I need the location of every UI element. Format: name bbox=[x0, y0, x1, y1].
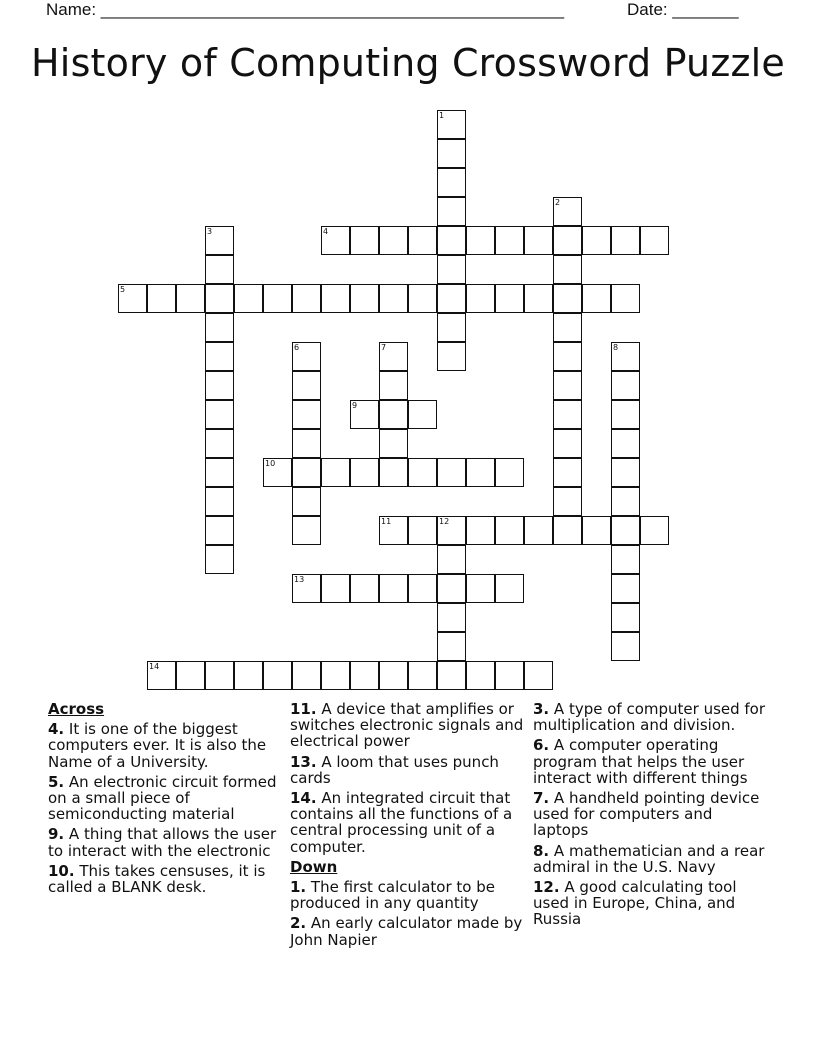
grid-cell[interactable] bbox=[205, 661, 234, 690]
grid-cell[interactable] bbox=[379, 400, 408, 429]
grid-cell[interactable] bbox=[466, 574, 495, 603]
clue-down-7: 7. A handheld pointing device used for computers and laptops bbox=[533, 789, 760, 840]
clue-across-10: 10. This takes censuses, it is called a BLANK desk. bbox=[48, 861, 266, 897]
clue-down-8: 8. A mathematician and a rear admiral in the U.S. Navy bbox=[533, 841, 765, 876]
grid-cell[interactable] bbox=[205, 284, 234, 313]
cell-number: 14 bbox=[149, 662, 160, 671]
grid-cell[interactable] bbox=[292, 574, 321, 603]
grid-cell[interactable] bbox=[611, 603, 640, 632]
grid-cell[interactable] bbox=[263, 284, 292, 313]
cell-number: 5 bbox=[120, 285, 126, 294]
grid-cell[interactable] bbox=[611, 284, 640, 313]
grid-cell[interactable] bbox=[611, 429, 640, 458]
grid-cell[interactable] bbox=[263, 661, 292, 690]
grid-cell[interactable] bbox=[582, 516, 611, 545]
grid-cell[interactable] bbox=[321, 458, 350, 487]
grid-cell[interactable] bbox=[292, 458, 321, 487]
grid-cell[interactable] bbox=[379, 458, 408, 487]
grid-cell[interactable] bbox=[350, 400, 379, 429]
grid-cell[interactable] bbox=[408, 661, 437, 690]
grid-cell[interactable] bbox=[379, 661, 408, 690]
grid-cell[interactable] bbox=[495, 226, 524, 255]
clue-across-14: 14. An integrated circuit that contains all the functions of a central processing unit of a computer. bbox=[290, 789, 513, 856]
grid-cell[interactable] bbox=[437, 603, 466, 632]
clue-across-5: 5. An electronic circuit formed on a small piece of semiconducting material bbox=[48, 772, 277, 824]
grid-cell[interactable] bbox=[350, 226, 379, 255]
grid-cell[interactable] bbox=[176, 661, 205, 690]
clues-column-3 bbox=[533, 701, 769, 932]
grid-cell[interactable] bbox=[292, 342, 321, 371]
grid-cell[interactable] bbox=[379, 429, 408, 458]
cell-number: 8 bbox=[613, 343, 619, 352]
grid-cell[interactable] bbox=[321, 574, 350, 603]
grid-cell[interactable] bbox=[495, 458, 524, 487]
grid-cell[interactable] bbox=[205, 516, 234, 545]
clue-down-6: 6. A computer operating program that helps the user interact with different things bbox=[533, 736, 748, 787]
grid-cell[interactable] bbox=[437, 197, 466, 226]
grid-cell[interactable] bbox=[205, 342, 234, 371]
grid-cell[interactable] bbox=[292, 661, 321, 690]
clue-across-11: 11. A device that amplifies or switches electronic signals and electrical power bbox=[290, 700, 524, 751]
grid-cell[interactable] bbox=[611, 342, 640, 371]
grid-cell[interactable] bbox=[582, 284, 611, 313]
grid-cell[interactable] bbox=[466, 226, 495, 255]
grid-cell[interactable] bbox=[611, 574, 640, 603]
grid-cell[interactable] bbox=[292, 516, 321, 545]
grid-cell[interactable] bbox=[292, 429, 321, 458]
grid-cell[interactable] bbox=[495, 574, 524, 603]
grid-cell[interactable] bbox=[437, 226, 466, 255]
grid-cell[interactable] bbox=[553, 313, 582, 342]
clue-down-12: 12. A good calculating tool used in Europe, China, and Russia bbox=[533, 878, 737, 929]
cell-number: 1 bbox=[439, 111, 445, 120]
grid-cell[interactable] bbox=[176, 284, 205, 313]
grid-cell[interactable] bbox=[437, 574, 466, 603]
clue-down-2: 2. An early calculator made by John Napier bbox=[290, 914, 523, 949]
grid-cell[interactable] bbox=[437, 110, 466, 139]
grid-cell[interactable] bbox=[379, 516, 408, 545]
grid-cell[interactable] bbox=[379, 342, 408, 371]
grid-cell[interactable] bbox=[553, 255, 582, 284]
grid-cell[interactable] bbox=[437, 255, 466, 284]
grid-cell[interactable] bbox=[118, 284, 147, 313]
puzzle-title: History of Computing Crossword Puzzle bbox=[31, 41, 785, 85]
grid-cell[interactable] bbox=[466, 516, 495, 545]
cell-number: 12 bbox=[439, 517, 450, 526]
grid-cell[interactable] bbox=[524, 661, 553, 690]
grid-cell[interactable] bbox=[379, 226, 408, 255]
clue-down-1: 1. The first calculator to be produced in any quantity bbox=[290, 878, 495, 913]
name-field-label: Name: _________________________________________________ bbox=[46, 0, 565, 19]
grid-cell[interactable] bbox=[205, 371, 234, 400]
grid-cell[interactable] bbox=[234, 284, 263, 313]
grid-cell[interactable] bbox=[611, 516, 640, 545]
grid-cell[interactable] bbox=[292, 487, 321, 516]
cell-number: 6 bbox=[294, 343, 300, 352]
grid-cell[interactable] bbox=[205, 487, 234, 516]
grid-cell[interactable] bbox=[611, 226, 640, 255]
grid-cell[interactable] bbox=[437, 516, 466, 545]
across-heading: Across bbox=[48, 700, 105, 718]
grid-cell[interactable] bbox=[350, 661, 379, 690]
grid-cell[interactable] bbox=[553, 284, 582, 313]
grid-cell[interactable] bbox=[582, 226, 611, 255]
grid-cell[interactable] bbox=[437, 168, 466, 197]
grid-cell[interactable] bbox=[205, 458, 234, 487]
grid-cell[interactable] bbox=[524, 284, 553, 313]
grid-cell[interactable] bbox=[205, 429, 234, 458]
grid-cell[interactable] bbox=[147, 661, 176, 690]
grid-cell[interactable] bbox=[437, 342, 466, 371]
grid-cell[interactable] bbox=[611, 487, 640, 516]
grid-cell[interactable] bbox=[466, 458, 495, 487]
grid-cell[interactable] bbox=[495, 661, 524, 690]
grid-cell[interactable] bbox=[292, 400, 321, 429]
grid-cell[interactable] bbox=[437, 284, 466, 313]
grid-cell[interactable] bbox=[147, 284, 176, 313]
grid-cell[interactable] bbox=[350, 284, 379, 313]
grid-cell[interactable] bbox=[495, 284, 524, 313]
clue-across-4: 4. It is one of the biggest computers ever. It is also the Name of a University. bbox=[48, 720, 267, 771]
grid-cell[interactable] bbox=[611, 458, 640, 487]
date-field-label: Date: _______ bbox=[627, 0, 739, 19]
down-heading: Down bbox=[290, 857, 338, 876]
grid-cell[interactable] bbox=[553, 458, 582, 487]
grid-cell[interactable] bbox=[263, 458, 292, 487]
grid-cell[interactable] bbox=[437, 545, 466, 574]
grid-cell[interactable] bbox=[321, 226, 350, 255]
grid-cell[interactable] bbox=[205, 313, 234, 342]
grid-cell[interactable] bbox=[205, 226, 234, 255]
grid-cell[interactable] bbox=[640, 516, 669, 545]
grid-cell[interactable] bbox=[437, 632, 466, 661]
grid-cell[interactable] bbox=[205, 545, 234, 574]
grid-cell[interactable] bbox=[321, 661, 350, 690]
grid-cell[interactable] bbox=[640, 226, 669, 255]
cell-number: 10 bbox=[265, 459, 276, 468]
grid-cell[interactable] bbox=[495, 516, 524, 545]
clue-across-13: 13. A loom that uses punch cards bbox=[290, 752, 499, 787]
grid-cell[interactable] bbox=[234, 661, 263, 690]
grid-cell[interactable] bbox=[205, 255, 234, 284]
grid-cell[interactable] bbox=[408, 458, 437, 487]
grid-cell[interactable] bbox=[408, 400, 437, 429]
grid-cell[interactable] bbox=[466, 661, 495, 690]
grid-cell[interactable] bbox=[553, 226, 582, 255]
grid-cell[interactable] bbox=[553, 342, 582, 371]
grid-cell[interactable] bbox=[321, 284, 350, 313]
grid-cell[interactable] bbox=[553, 371, 582, 400]
cell-number: 4 bbox=[323, 227, 329, 236]
grid-cell[interactable] bbox=[611, 371, 640, 400]
grid-cell[interactable] bbox=[553, 400, 582, 429]
grid-cell[interactable] bbox=[437, 458, 466, 487]
grid-cell[interactable] bbox=[408, 226, 437, 255]
grid-cell[interactable] bbox=[350, 458, 379, 487]
grid-cell[interactable] bbox=[524, 226, 553, 255]
cell-number: 13 bbox=[294, 575, 305, 584]
cell-number: 7 bbox=[381, 343, 387, 352]
cell-number: 3 bbox=[207, 227, 213, 236]
grid-cell[interactable] bbox=[553, 429, 582, 458]
grid-cell[interactable] bbox=[611, 545, 640, 574]
clue-down-3: 3. A type of computer used for multiplication and division. bbox=[533, 700, 766, 735]
grid-cell[interactable] bbox=[437, 661, 466, 690]
grid-cell[interactable] bbox=[553, 487, 582, 516]
grid-cell[interactable] bbox=[437, 139, 466, 168]
grid-cell[interactable] bbox=[379, 574, 408, 603]
grid-cell[interactable] bbox=[292, 371, 321, 400]
grid-cell[interactable] bbox=[437, 313, 466, 342]
cell-number: 2 bbox=[555, 198, 561, 207]
grid-cell[interactable] bbox=[466, 284, 495, 313]
grid-cell[interactable] bbox=[205, 400, 234, 429]
grid-cell[interactable] bbox=[350, 574, 379, 603]
grid-cell[interactable] bbox=[524, 516, 553, 545]
grid-cell[interactable] bbox=[292, 284, 321, 313]
cell-number: 11 bbox=[381, 517, 392, 526]
grid-cell[interactable] bbox=[408, 284, 437, 313]
grid-cell[interactable] bbox=[611, 632, 640, 661]
grid-cell[interactable] bbox=[553, 197, 582, 226]
clue-across-9: 9. A thing that allows the user to interact with the electronic bbox=[48, 825, 277, 860]
grid-cell[interactable] bbox=[611, 400, 640, 429]
grid-cell[interactable] bbox=[379, 371, 408, 400]
grid-cell[interactable] bbox=[379, 284, 408, 313]
cell-number: 9 bbox=[352, 401, 358, 410]
grid-cell[interactable] bbox=[553, 516, 582, 545]
clues-column-1 bbox=[48, 701, 284, 899]
grid-cell[interactable] bbox=[408, 516, 437, 545]
clues-column-2 bbox=[290, 701, 526, 952]
grid-cell[interactable] bbox=[408, 574, 437, 603]
